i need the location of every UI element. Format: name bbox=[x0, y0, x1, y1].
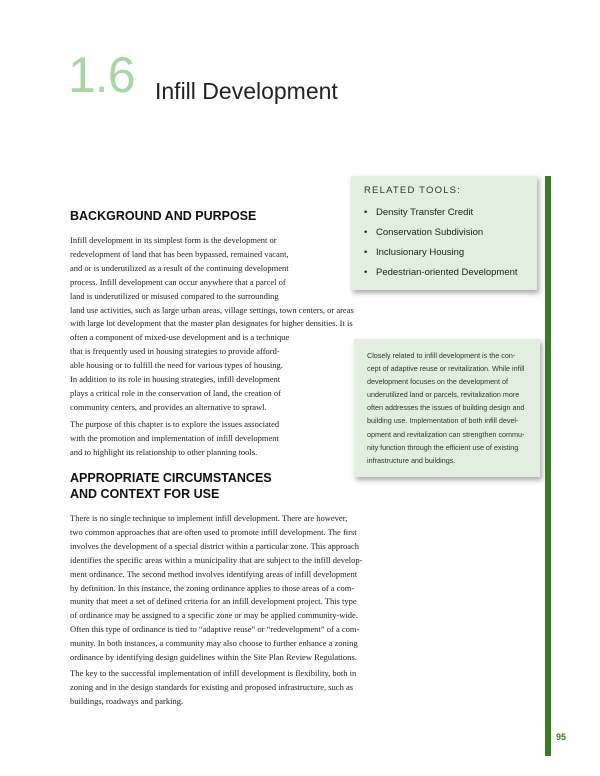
text-line: buildings, roadways and parking. bbox=[70, 695, 184, 706]
text-line: land use activities, such as large urban areas, village settings, town centers, or areas bbox=[70, 304, 354, 315]
text-line: Often this type of ordinance is tied to “adaptive reuse” or “redevelopment” of a com- bbox=[70, 624, 360, 635]
text-line: In addition to its role in housing strategies, infill development bbox=[70, 374, 281, 385]
text-line: munity. In both instances, a community may also choose to further enhance a zoning bbox=[70, 638, 358, 649]
text-line: The purpose of this chapter is to explore the issues associated bbox=[70, 419, 280, 429]
note-line: cept of adaptive reuse or revitalization. While infill bbox=[367, 364, 525, 374]
text-line: ment ordinance. The second method involves identifying areas of infill development bbox=[70, 568, 358, 579]
text-line: There is no single technique to implement infill development. There are however, bbox=[70, 513, 348, 523]
circumstances-paragraph-1 bbox=[70, 512, 362, 665]
text-line: and or is underutilized as a result of the continuing development bbox=[70, 262, 289, 273]
note-line: underutilized land or parcels, revitalization more bbox=[367, 390, 520, 400]
text-line: with large lot development that the master plan designates for higher densities. It is bbox=[70, 318, 353, 329]
text-line: with the promotion and implementation of infill development bbox=[70, 432, 279, 443]
text-line: The key to the successful implementation of infill development is flexibility, both in bbox=[70, 668, 357, 678]
text-line: often a component of mixed-use development and is a technique bbox=[70, 332, 290, 343]
note-line: opment and revitalization can strengthen commu- bbox=[367, 429, 525, 439]
text-line: redevelopment of land that has been bypassed, remained vacant, bbox=[70, 248, 289, 259]
note-line: nity function through the efficient use of existing bbox=[367, 442, 519, 452]
text-line: plays a critical role in the conservation of land, the creation of bbox=[70, 387, 282, 398]
text-line: community centers, and provides an alternative to sprawl. bbox=[70, 401, 267, 412]
text-line: two common approaches that are often used to promote infill development. The first bbox=[70, 526, 357, 537]
margin-rule bbox=[545, 176, 551, 756]
related-tools-box bbox=[351, 176, 537, 290]
text-line: able housing or to fulfill the need for various types of housing. bbox=[70, 360, 283, 371]
text-line: Infill development in its simplest form is the development or bbox=[70, 235, 277, 245]
related-tool-item[interactable]: • Density Transfer Credit bbox=[364, 206, 518, 226]
text-line: involves the development of a special district within a particular zone. This approach bbox=[70, 540, 359, 551]
related-tools-list bbox=[364, 206, 518, 286]
chapter-title: Infill Development bbox=[155, 78, 338, 104]
text-line: process. Infill development can occur anywhere that a parcel of bbox=[70, 276, 286, 287]
heading-line: APPROPRIATE CIRCUMSTANCES bbox=[70, 471, 272, 485]
text-line: identifies the specific areas within a municipality that are subject to the infill develop- bbox=[70, 554, 363, 565]
text-line: that is frequently used in housing strategies to provide afford- bbox=[70, 346, 280, 357]
related-tool-item[interactable]: • Pedestrian-oriented Development bbox=[364, 266, 518, 286]
background-paragraph-2 bbox=[70, 418, 279, 460]
text-line: zoning and in the design standards for existing and proposed infrastructure, such as bbox=[70, 681, 354, 692]
section-heading-background: BACKGROUND AND PURPOSE bbox=[70, 209, 257, 223]
chapter-number: 1.6 bbox=[68, 47, 135, 103]
sidebar-note-box bbox=[354, 339, 540, 477]
note-line: infrastructure and buildings. bbox=[367, 455, 456, 465]
heading-line: AND CONTEXT FOR USE bbox=[70, 487, 220, 501]
related-tools-heading: RELATED TOOLS: bbox=[364, 185, 462, 196]
text-line: by definition. In this instance, the zoning ordinance applies to those areas of a com- bbox=[70, 582, 355, 593]
circumstances-paragraph-2 bbox=[70, 667, 356, 709]
page-number: 95 bbox=[556, 732, 567, 742]
note-line: building use. Implementation of both infill devel- bbox=[367, 416, 519, 426]
text-line: of ordinance may be assigned to a specific zone or may be applied community-wide. bbox=[70, 610, 358, 621]
text-line: munity that meet a set of defined criteria for an infill development project. This type bbox=[70, 596, 357, 607]
section-heading-circumstances bbox=[70, 470, 272, 502]
background-paragraph-1 bbox=[70, 234, 354, 415]
related-tool-item[interactable]: • Inclusionary Housing bbox=[364, 246, 518, 266]
note-line: development focuses on the development of bbox=[367, 377, 509, 387]
related-tool-item[interactable]: • Conservation Subdivision bbox=[364, 226, 518, 246]
sidebar-note-text bbox=[367, 349, 529, 467]
note-line: often addresses the issues of building design and bbox=[367, 403, 525, 413]
text-line: ordinance by identifying design guidelines within the Site Plan Review Regulations. bbox=[70, 652, 357, 663]
note-line: Closely related to infill development is the con- bbox=[367, 351, 516, 360]
text-line: land is underutilized or misused compared to the surrounding bbox=[70, 290, 279, 301]
text-line: and to highlight its relationship to other planning tools. bbox=[70, 446, 258, 457]
